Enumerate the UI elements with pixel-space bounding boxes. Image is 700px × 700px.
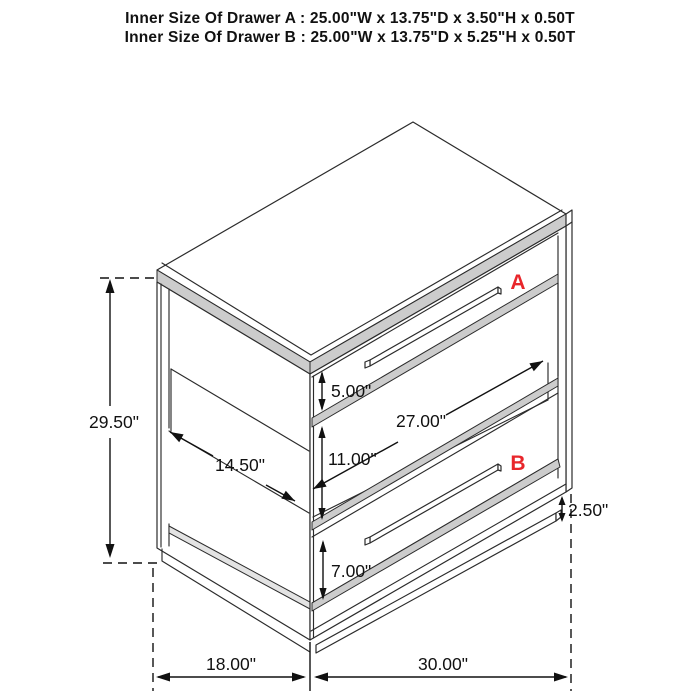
drawer-b-spec-line: Inner Size Of Drawer B : 25.00"W x 13.75"D x 5.25"H x 0.50T	[124, 28, 576, 46]
drawer-a-spec-line: Inner Size Of Drawer A : 25.00"W x 13.75"D x 3.50"H x 0.50T	[125, 10, 575, 27]
dim-shelf-width-label: 27.00"	[395, 411, 447, 431]
drawer-b-marker: B	[510, 452, 526, 475]
dim-drawer-b-height-label: 7.00"	[331, 561, 372, 581]
right-side-edge	[566, 210, 572, 492]
dim-overall-width-label: 30.00"	[417, 654, 469, 674]
dim-drawer-a-height-label: 5.00"	[331, 381, 372, 401]
dim-overall-height-label: 29.50"	[88, 412, 140, 432]
dim-overall-height	[89, 278, 161, 563]
dim-overall-depth-label: 18.00"	[205, 654, 257, 674]
dim-shelf-height-label: 11.00"	[328, 449, 377, 469]
drawer-a-marker: A	[510, 271, 526, 294]
dim-base-height	[559, 496, 609, 522]
dim-shelf-depth-label: 14.50"	[214, 455, 266, 475]
dim-base-height-label: 2.50"	[568, 500, 609, 520]
